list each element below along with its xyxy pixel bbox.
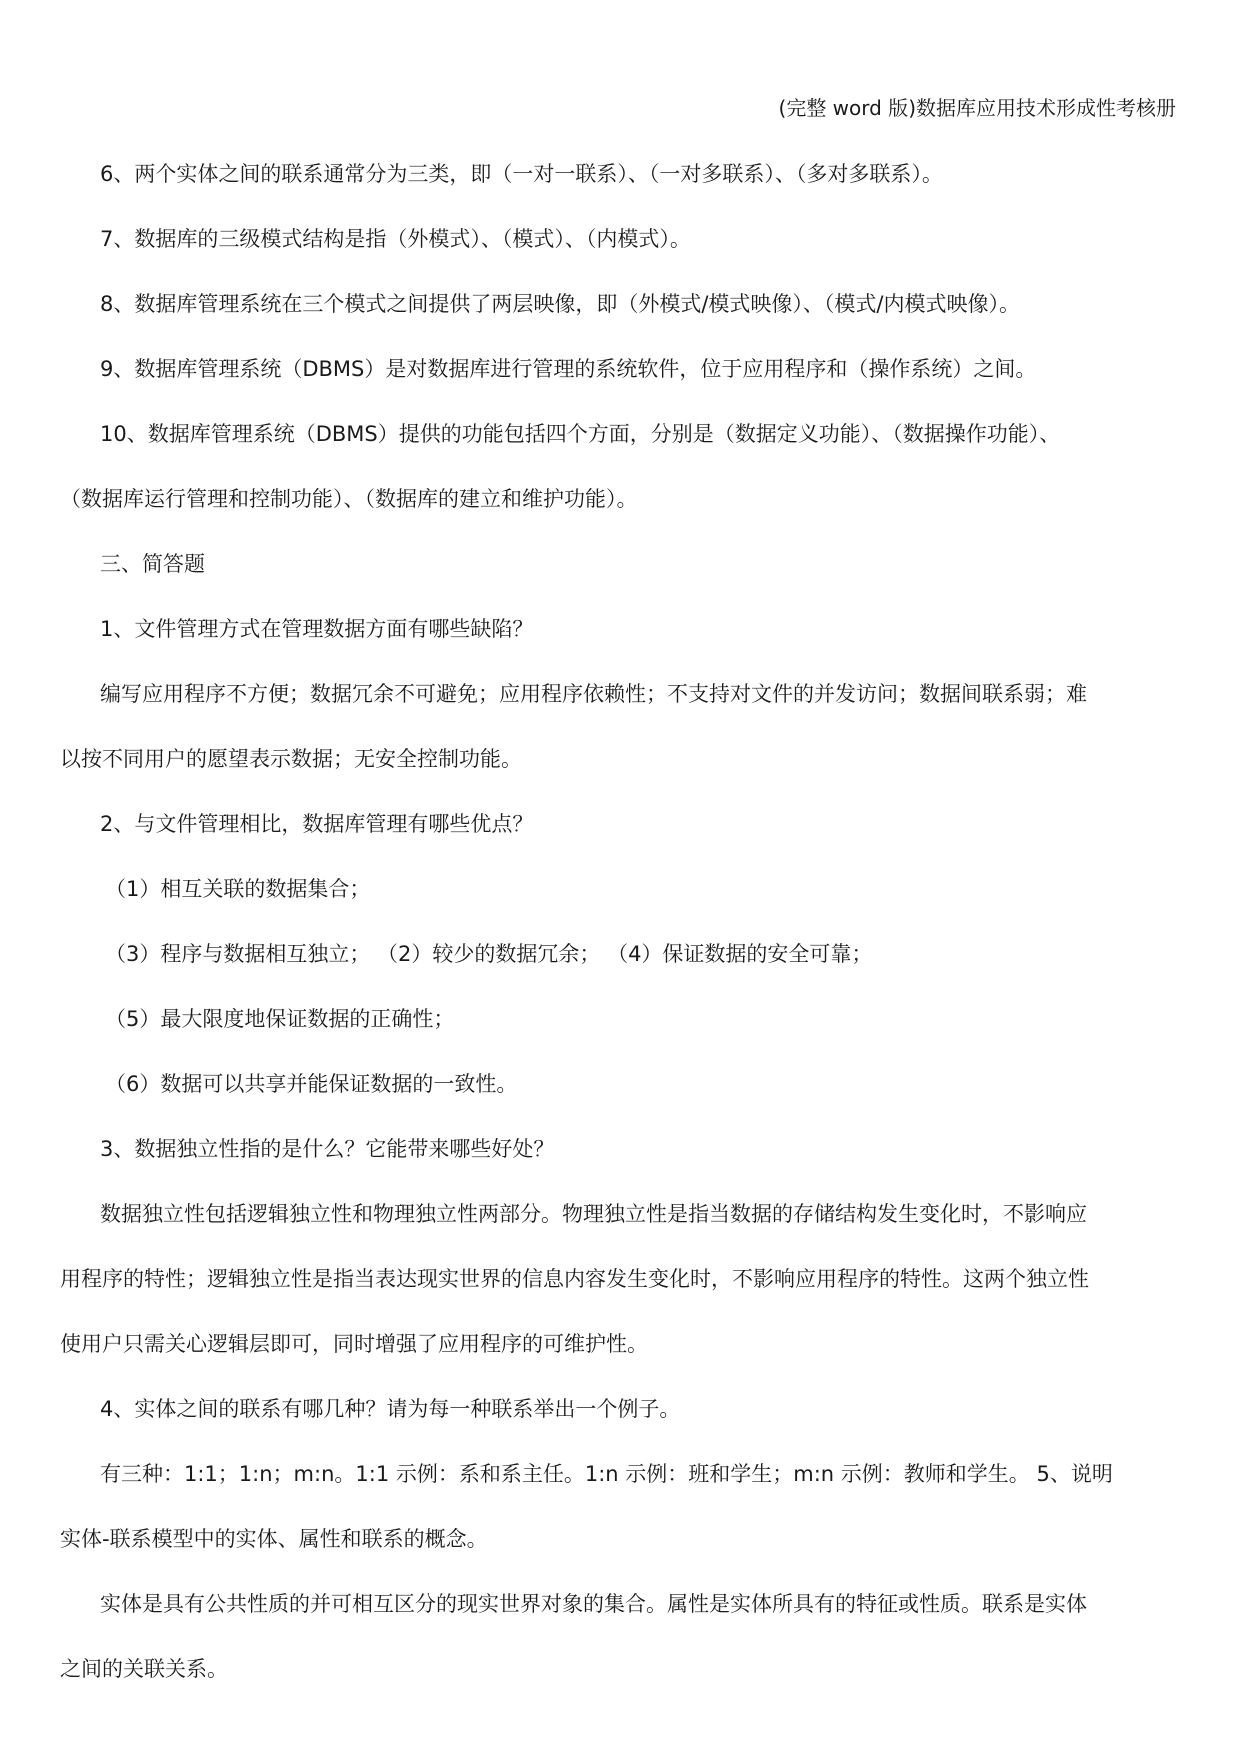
answer-2-point: （1）相互关联的数据集合； <box>105 877 371 901</box>
section-heading: 三、简答题 <box>100 552 205 576</box>
answer-5-continued: 之间的关联关系。 <box>60 1657 228 1681</box>
answer-1-continued: 以按不同用户的愿望表示数据；无安全控制功能。 <box>60 747 522 771</box>
answer-4: 有三种：1:1；1:n；m:n。1:1 示例：系和系主任。1:n 示例：班和学生；m:n 示例：教师和学生。 5、说明 <box>100 1462 1113 1486</box>
answer-3-continued: 用程序的特性；逻辑独立性是指当表达现实世界的信息内容发生变化时，不影响应用程序的特性。这两个独立性 <box>60 1267 1089 1291</box>
answer-2-point: （6）数据可以共享并能保证数据的一致性。 <box>105 1072 518 1096</box>
answer-2-point: （3）程序与数据相互独立； （2）较少的数据冗余； （4）保证数据的安全可靠； <box>105 942 873 966</box>
question-2: 2、与文件管理相比，数据库管理有哪些优点？ <box>100 812 534 836</box>
answer-5: 实体是具有公共性质的并可相互区分的现实世界对象的集合。属性是实体所具有的特征或性质。联系是实体 <box>100 1592 1087 1616</box>
fill-blank-item-10-continued: （数据库运行管理和控制功能）、（数据库的建立和维护功能）。 <box>60 487 638 511</box>
fill-blank-item-10: 10、数据库管理系统（DBMS）提供的功能包括四个方面，分别是（数据定义功能）、（数据操作功能）、 <box>100 422 1061 446</box>
answer-2-point: （5）最大限度地保证数据的正确性； <box>105 1007 455 1031</box>
fill-blank-item-9: 9、数据库管理系统（DBMS）是对数据库进行管理的系统软件，位于应用程序和（操作系统）之间。 <box>100 357 1037 381</box>
answer-3: 数据独立性包括逻辑独立性和物理独立性两部分。物理独立性是指当数据的存储结构发生变化时，不影响应 <box>100 1202 1087 1226</box>
answer-1: 编写应用程序不方便；数据冗余不可避免；应用程序依赖性；不支持对文件的并发访问；数据间联系弱；难 <box>100 682 1087 706</box>
question-4: 4、实体之间的联系有哪几种？请为每一种联系举出一个例子。 <box>100 1397 681 1421</box>
question-3: 3、数据独立性指的是什么？它能带来哪些好处？ <box>100 1137 555 1161</box>
fill-blank-item-6: 6、两个实体之间的联系通常分为三类，即（一对一联系）、（一对多联系）、（多对多联系）。 <box>100 162 943 186</box>
question-1: 1、文件管理方式在管理数据方面有哪些缺陷？ <box>100 617 534 641</box>
document-body <box>60 142 1180 1702</box>
fill-blank-item-8: 8、数据库管理系统在三个模式之间提供了两层映像，即（外模式/模式映像）、（模式/内模式映像）。 <box>100 292 1021 316</box>
fill-blank-item-7: 7、数据库的三级模式结构是指（外模式）、（模式）、（内模式）。 <box>100 227 691 251</box>
answer-3-continued: 使用户只需关心逻辑层即可，同时增强了应用程序的可维护性。 <box>60 1332 648 1356</box>
question-5: 实体-联系模型中的实体、属性和联系的概念。 <box>60 1527 488 1551</box>
running-header: (完整 word 版)数据库应用技术形成性考核册 <box>778 96 1176 120</box>
